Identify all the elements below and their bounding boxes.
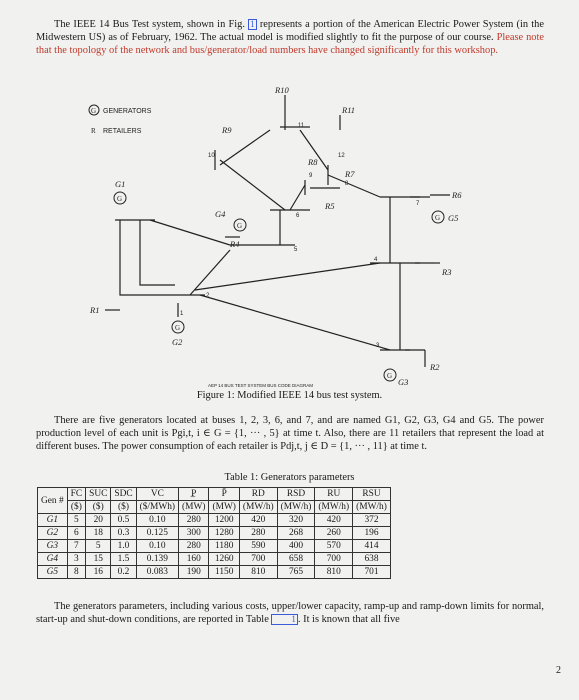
table-cell: 7 xyxy=(67,540,85,553)
legend-ret-symbol: R xyxy=(91,127,96,135)
table-cell: G5 xyxy=(38,566,68,579)
table-cell: 5 xyxy=(67,514,85,527)
table-cell: G3 xyxy=(38,540,68,553)
table-cell: 0.3 xyxy=(111,527,136,540)
ret-label-r2: R2 xyxy=(430,362,440,372)
table-cell: 810 xyxy=(315,566,353,579)
table-header-cell: P̄ xyxy=(209,488,239,501)
table-cell: 300 xyxy=(179,527,209,540)
table-cell: 8 xyxy=(67,566,85,579)
table-caption: Table 1: Generators parameters xyxy=(224,472,355,483)
gen-label-g5: G5 xyxy=(448,213,459,223)
table-header-cell: RSU xyxy=(353,488,391,501)
table-cell: 0.10 xyxy=(136,540,178,553)
table-unit-cell: (MW/h) xyxy=(239,501,277,514)
table-cell: 190 xyxy=(179,566,209,579)
table-cell: 372 xyxy=(353,514,391,527)
table-cell: 280 xyxy=(179,514,209,527)
table-header-cell: SUC xyxy=(86,488,111,501)
table-cell: 590 xyxy=(239,540,277,553)
table-cell: 280 xyxy=(179,540,209,553)
table-cell: 1180 xyxy=(209,540,239,553)
bus-label-11: 11 xyxy=(298,123,305,129)
table-cell: 414 xyxy=(353,540,391,553)
bus-label-12: 12 xyxy=(338,153,345,159)
bus-label-8: 8 xyxy=(345,181,349,187)
gen-label-g3: G3 xyxy=(398,377,409,387)
table-unit-row xyxy=(38,501,391,514)
ret-label-r1: R1 xyxy=(90,305,100,315)
table-cell: 1.5 xyxy=(111,553,136,566)
table-cell: 810 xyxy=(239,566,277,579)
table-cell: G2 xyxy=(38,527,68,540)
table-cell: 0.083 xyxy=(136,566,178,579)
table-cell: 268 xyxy=(277,527,315,540)
table-cell: 1150 xyxy=(209,566,239,579)
svg-text:G: G xyxy=(435,214,441,222)
table-row xyxy=(38,566,391,579)
table-header-cell: SDC xyxy=(111,488,136,501)
gen-label-g4: G4 xyxy=(215,209,226,219)
table-cell: 160 xyxy=(179,553,209,566)
table-cell: 18 xyxy=(86,527,111,540)
intro-text-2: represents a portion of the American Electric Power System (in the Midwestern US) as of February, 1962. The actual model is modified slightly to fit the purpose of our course. xyxy=(36,19,544,43)
table-cell: 5 xyxy=(86,540,111,553)
svg-text:G: G xyxy=(387,372,393,380)
table-cell: 420 xyxy=(239,514,277,527)
table-cell: 0.125 xyxy=(136,527,178,540)
ret-label-r7: R7 xyxy=(345,169,355,179)
table-cell: 400 xyxy=(277,540,315,553)
legend-gen-symbol: G xyxy=(91,107,97,115)
intro-text: The IEEE 14 Bus Test system, shown in Fig. xyxy=(54,19,249,30)
gen-label-g1: G1 xyxy=(115,179,126,189)
table-header-cell: RSD xyxy=(277,488,315,501)
diagram-bottom-label: AEP 14 BUS TEST SYSTEM BUS CODE DIAGRAM xyxy=(208,383,314,388)
ret-label-r10: R10 xyxy=(275,85,289,95)
ret-label-r3: R3 xyxy=(442,267,452,277)
bus-label-3: 3 xyxy=(376,343,380,349)
table-cell: G4 xyxy=(38,553,68,566)
network-lines xyxy=(105,95,450,367)
ret-label-r4: R4 xyxy=(230,239,240,249)
table-cell: 765 xyxy=(277,566,315,579)
table-header-cell: RD xyxy=(239,488,277,501)
table-header-cell: P̲ xyxy=(179,488,209,501)
bus-label-1: 1 xyxy=(180,311,184,317)
table-cell: 280 xyxy=(239,527,277,540)
table-cell: 196 xyxy=(353,527,391,540)
ret-label-r11: R11 xyxy=(342,105,356,115)
table-cell: 700 xyxy=(239,553,277,566)
bus-label-4: 4 xyxy=(374,257,378,263)
table-cell: 658 xyxy=(277,553,315,566)
intro-paragraph xyxy=(36,18,544,57)
table-cell: 3 xyxy=(67,553,85,566)
table-cell: 638 xyxy=(353,553,391,566)
table-cell: 260 xyxy=(315,527,353,540)
table-cell: 0.2 xyxy=(111,566,136,579)
table-header-cell: FC xyxy=(67,488,85,501)
svg-text:G: G xyxy=(175,324,181,332)
table-unit-cell: (MW/h) xyxy=(315,501,353,514)
table-header-cell: Gen # xyxy=(38,488,68,514)
table-cell: 320 xyxy=(277,514,315,527)
svg-text:G: G xyxy=(237,222,243,230)
table-cell: 15 xyxy=(86,553,111,566)
bus-label-6: 6 xyxy=(296,213,300,219)
ret-label-r5: R5 xyxy=(325,201,335,211)
table-unit-cell: (MW/h) xyxy=(353,501,391,514)
generator-symbols xyxy=(114,192,444,381)
table-header-cell: RU xyxy=(315,488,353,501)
table-cell: 0.139 xyxy=(136,553,178,566)
svg-text:G: G xyxy=(117,195,123,203)
table-cell: 1200 xyxy=(209,514,239,527)
table-row xyxy=(38,514,391,527)
table-unit-cell: ($) xyxy=(86,501,111,514)
table-row xyxy=(38,527,391,540)
parameters-paragraph xyxy=(36,600,544,626)
table-cell: 700 xyxy=(315,553,353,566)
para3-text-2: . It is known that all five xyxy=(297,614,400,625)
table-cell: 0.5 xyxy=(111,514,136,527)
para3-text: The generators parameters, including various costs, upper/lower capacity, ramp-up and ramp-down limits for normal, start-up and shut-down conditions, are reported in Table xyxy=(36,601,544,625)
table-header-row xyxy=(38,488,391,501)
bus-label-2: 2 xyxy=(206,293,210,299)
ieee14-bus-diagram xyxy=(80,85,500,390)
table-cell: 1280 xyxy=(209,527,239,540)
bus-label-9: 9 xyxy=(309,173,313,179)
table-cell: 16 xyxy=(86,566,111,579)
table-cell: 570 xyxy=(315,540,353,553)
table-unit-cell: (MW) xyxy=(179,501,209,514)
gen-label-g2: G2 xyxy=(172,337,183,347)
table-cell: 1260 xyxy=(209,553,239,566)
ret-label-r9: R9 xyxy=(222,125,232,135)
table-row xyxy=(38,553,391,566)
table-unit-cell: ($/MWh) xyxy=(136,501,178,514)
ret-label-r8: R8 xyxy=(308,157,318,167)
table-unit-cell: ($) xyxy=(67,501,85,514)
table-cell: 20 xyxy=(86,514,111,527)
legend-retailers: RETAILERS xyxy=(103,128,142,135)
table-cell: 0.10 xyxy=(136,514,178,527)
table-cell: 420 xyxy=(315,514,353,527)
generators-parameters-table xyxy=(37,487,391,579)
topology-note: Please note that the topology of the network and bus/generator/load numbers have changed significantly for this workshop. xyxy=(36,32,544,56)
table-cell: G1 xyxy=(38,514,68,527)
bus-label-5: 5 xyxy=(294,247,298,253)
table-unit-cell: (MW) xyxy=(209,501,239,514)
ret-label-r6: R6 xyxy=(452,190,462,200)
table-ref-link[interactable]: 1 xyxy=(271,614,298,625)
table-unit-cell: ($) xyxy=(111,501,136,514)
figure-ref-link[interactable]: 1 xyxy=(250,19,255,29)
bus-label-10: 10 xyxy=(208,153,215,159)
figure-caption: Figure 1: Modified IEEE 14 bus test system. xyxy=(196,390,383,401)
table-cell: 6 xyxy=(67,527,85,540)
table-unit-cell: (MW/h) xyxy=(277,501,315,514)
table-cell: 701 xyxy=(353,566,391,579)
table-cell: 1.0 xyxy=(111,540,136,553)
bus-label-7: 7 xyxy=(416,201,420,207)
generators-paragraph: There are five generators located at buses 1, 2, 3, 6, and 7, and are named G1, G2, G3, G4 and G5. The power production level of each unit is Pgi,t, i ∈ G = {1, ··· , 5} at time t. Also, there are 11 retailers that represent the load at different buses. The power consumption of each retailer is Pdj,t, j ∈ D = {1, ··· , 11} at time t. xyxy=(36,415,544,452)
table-header-cell: VC xyxy=(136,488,178,501)
legend-generators: GENERATORS xyxy=(103,108,152,115)
table-row xyxy=(38,540,391,553)
page-number: 2 xyxy=(556,665,561,676)
